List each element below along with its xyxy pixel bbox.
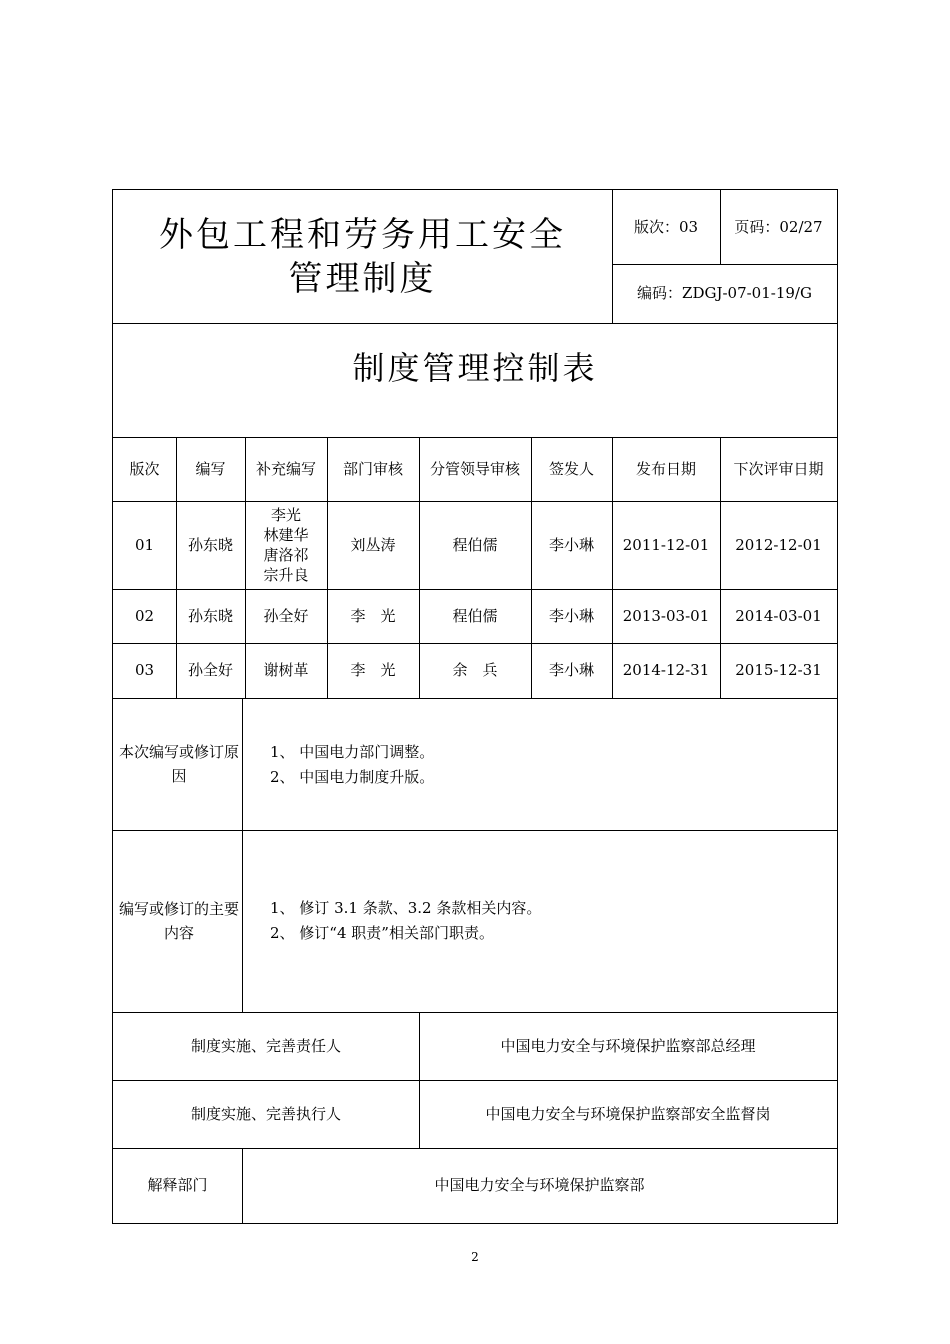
column-header-publish-date: 发布日期: [635, 459, 696, 478]
cell-publish-date: 2014-12-31: [622, 661, 710, 679]
responsible-label: 制度实施、完善责任人: [190, 1036, 341, 1055]
cell-issuer: 李小琳: [548, 661, 594, 679]
table-title: 制度管理控制表: [352, 348, 598, 387]
cell-supplement: 谢树革: [263, 661, 309, 679]
cell-leader-review: 余 兵: [452, 661, 498, 679]
reason-item: 1、 中国电力部门调整。: [270, 743, 435, 761]
divider: [242, 698, 243, 1012]
document-title-line1: 外包工程和劳务用工安全: [159, 214, 566, 255]
supplement-name: 李光: [270, 506, 301, 524]
page-label: 页码：02/27: [734, 217, 823, 236]
cell-version: 03: [134, 661, 155, 679]
content-item: 1、 修订 3.1 条款、3.2 条款相关内容。: [270, 899, 542, 917]
cell-dept-review: 李 光: [350, 606, 396, 625]
interpret-label: 解释部门: [147, 1176, 208, 1194]
interpret-value: 中国电力安全与环境保护监察部: [434, 1176, 645, 1194]
reason-list: [270, 740, 830, 790]
cell-version: 02: [134, 606, 155, 625]
cell-supplement: 孙全好: [263, 606, 309, 625]
cell-supplement: [245, 501, 327, 589]
document-title-line2: 管理制度: [288, 258, 437, 299]
reason-label: 本次编写或修订原因: [118, 743, 239, 785]
column-header-dept-review: 部门审核: [342, 459, 403, 478]
content-item: 2、 修订“4 职责”相关部门职责。: [270, 924, 494, 942]
cell-leader-review: 程伯儒: [452, 606, 498, 625]
cell-publish-date: 2013-03-01: [622, 606, 710, 625]
cell-next-review: 2015-12-31: [735, 661, 822, 679]
cell-author: 孙东晓: [187, 535, 233, 554]
content-list: [270, 896, 830, 946]
column-header-next-review: 下次评审日期: [733, 459, 824, 478]
responsible-value: 中国电力安全与环境保护监察部总经理: [500, 1036, 756, 1055]
column-header-version: 版次: [129, 459, 160, 478]
cell-next-review: 2012-12-01: [735, 535, 822, 554]
cell-dept-review: 李 光: [350, 661, 396, 679]
version-label: 版次：03: [633, 217, 699, 236]
cell-dept-review: 刘丛涛: [350, 535, 396, 554]
column-header-leader-review: 分管领导审核: [429, 459, 520, 478]
reason-item: 2、 中国电力制度升版。: [270, 768, 435, 786]
cell-version: 01: [134, 535, 155, 554]
cell-issuer: 李小琳: [548, 606, 594, 625]
cell-author: 孙全好: [187, 661, 233, 679]
supplement-name: 林建华: [263, 526, 309, 544]
executor-label: 制度实施、完善执行人: [190, 1104, 341, 1123]
supplement-name: 唐洛祁: [263, 546, 309, 564]
cell-leader-review: 程伯儒: [452, 535, 498, 554]
column-header-issuer: 签发人: [548, 459, 594, 478]
cell-next-review: 2014-03-01: [735, 606, 822, 625]
content-label: 编写或修订的主要内容: [118, 900, 239, 942]
page-number: 2: [471, 1250, 479, 1264]
cell-issuer: 李小琳: [548, 535, 594, 554]
executor-value: 中国电力安全与环境保护监察部安全监督岗: [485, 1104, 771, 1123]
column-header-supplement: 补充编写: [255, 459, 316, 478]
cell-publish-date: 2011-12-01: [622, 535, 710, 554]
document-code: 编码：ZDGJ-07-01-19/G: [637, 284, 812, 302]
column-header-author: 编写: [195, 459, 226, 478]
cell-author: 孙东晓: [187, 606, 233, 625]
document-title: [113, 190, 612, 323]
supplement-name: 宗升良: [263, 566, 309, 584]
